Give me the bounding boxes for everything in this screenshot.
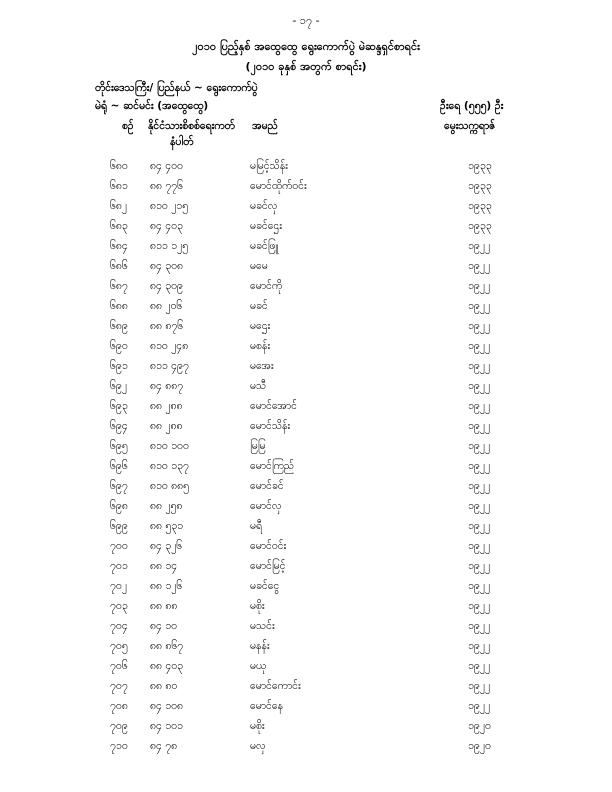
- row-name: မဌေး: [250, 320, 271, 332]
- row-id-number: ၈၁၁ ၄၉၇: [150, 360, 189, 372]
- row-id-number: ၈၄ ၄၀၃: [150, 220, 183, 232]
- row-name: မအေး: [250, 360, 274, 372]
- row-birth-year: ၁၉၂၂: [468, 580, 491, 592]
- row-number: ၇၀၄: [110, 620, 128, 632]
- row-birth-year: ၁၉၂၂: [468, 280, 491, 292]
- row-id-number: ၈၈ ၂၀၆: [150, 300, 183, 312]
- row-name: မောင်ထိုက်ဝင်း: [250, 180, 307, 192]
- row-number: ၆၉၆: [110, 460, 128, 472]
- table-row: [0, 320, 612, 340]
- row-name: မစန်း: [250, 340, 271, 352]
- row-birth-year: ၁၉၂၂: [468, 480, 491, 492]
- row-name: မောင်အောင်: [250, 400, 297, 412]
- table-row: [0, 340, 612, 360]
- table-row: [0, 300, 612, 320]
- row-birth-year: ၁၉၂၀: [468, 740, 491, 752]
- row-name: မစိုး: [250, 720, 265, 732]
- row-id-number: ၈၈ ၄၀၃: [150, 660, 184, 672]
- row-birth-year: ၁၉၂၂: [468, 600, 491, 612]
- row-id-number: ၈၄ ၃၂၆: [150, 540, 183, 552]
- row-id-number: ၈၈ ၅၃၁: [150, 520, 184, 532]
- row-number: ၇၁၀: [110, 740, 128, 752]
- row-number: ၆၉၅: [110, 440, 128, 452]
- row-id-number: ၈၄ ၈၈၇: [150, 380, 184, 392]
- row-number: ၆၉၀: [110, 340, 128, 352]
- row-number: ၇၀၅: [110, 640, 128, 652]
- row-birth-year: ၁၉၂၂: [468, 440, 491, 452]
- row-name: မမေ: [250, 260, 268, 272]
- table-row: [0, 360, 612, 380]
- row-name: မလှ: [250, 740, 266, 752]
- row-id-number: ၈၁၀ ၈၈၅: [150, 480, 190, 492]
- row-name: မောင်နေ: [250, 700, 283, 712]
- row-birth-year: ၁၉၂၂: [468, 420, 491, 432]
- table-row: [0, 440, 612, 460]
- table-row: [0, 700, 612, 720]
- row-number: ၆၈၂: [110, 200, 128, 212]
- row-name: မြမြ: [250, 440, 266, 452]
- column-header-name: အမည်: [252, 120, 278, 132]
- row-number: ၆၈၉: [110, 320, 128, 332]
- row-birth-year: ၁၉၂၂: [468, 560, 491, 572]
- table-row: [0, 680, 612, 700]
- row-name: မခင်ငွေ: [250, 580, 280, 592]
- row-number: ၇၀၉: [110, 720, 128, 732]
- table-row: [0, 260, 612, 280]
- row-birth-year: ၁၉၂၂: [468, 240, 491, 252]
- row-birth-year: ၁၉၂၂: [468, 620, 491, 632]
- row-id-number: ၈၈ ၇၇၆: [150, 180, 184, 192]
- row-birth-year: ၁၉၂၂: [468, 520, 491, 532]
- document-title: ၂၀၁၀ ပြည့်နှစ် အထွေထွေ ရွေးကောက်ပွဲ မဲဆန္ဒရှင်စာရင်း: [192, 40, 420, 53]
- row-birth-year: ၁၉၂၂: [468, 300, 491, 312]
- row-id-number: ၈၈ ၂၈၈: [150, 420, 183, 432]
- row-name: မမြင့်သိန်း: [250, 160, 288, 172]
- table-row: [0, 580, 612, 600]
- row-number: ၇၀၆: [110, 660, 128, 672]
- table-row: [0, 480, 612, 500]
- region-line: တိုင်းဒေသကြီး/ ပြည်နယ် ~ ရွေးကောက်ပွဲ: [95, 82, 258, 94]
- row-name: မောင်မြင့်: [250, 560, 286, 572]
- row-birth-year: ၁၉၂၂: [468, 460, 491, 472]
- row-name: မခင်လှ: [250, 200, 278, 212]
- page-number: - ၁၇ -: [292, 14, 320, 27]
- row-birth-year: ၁၉၂၀: [468, 720, 491, 732]
- row-id-number: ၈၈ ၈၆၇: [150, 640, 184, 652]
- row-name: မခင်ဌေး: [250, 220, 282, 232]
- row-number: ၇၀၁: [110, 560, 128, 572]
- row-number: ၆၉၂: [110, 380, 127, 392]
- row-name: မခင်ဖြူ: [250, 240, 279, 252]
- row-id-number: ၈၈ ၈၇၆: [150, 320, 184, 332]
- row-birth-year: ၁၉၂၂: [468, 680, 491, 692]
- row-id-number: ၈၁၀ ၁၀၀: [150, 440, 189, 452]
- row-id-number: ၈၄ ၄၀၀: [150, 160, 183, 172]
- row-number: ၆၉၈: [110, 500, 128, 512]
- row-id-number: ၈၁၀ ၁၃၇: [150, 460, 189, 472]
- row-birth-year: ၁၉၃၃: [468, 220, 492, 232]
- table-row: [0, 240, 612, 260]
- table-row: [0, 740, 612, 760]
- table-row: [0, 380, 612, 400]
- row-birth-year: ၁၉၃၃: [468, 200, 492, 212]
- row-birth-year: ၁၉၂၂: [468, 660, 491, 672]
- table-row: [0, 640, 612, 660]
- row-birth-year: ၁၉၂၂: [468, 320, 491, 332]
- row-number: ၆၈၈: [110, 300, 128, 312]
- row-number: ၆၈၁: [110, 180, 128, 192]
- row-birth-year: ၁၉၂၂: [468, 640, 491, 652]
- row-birth-year: ၁၉၂၂: [468, 500, 491, 512]
- row-number: ၆၉၃: [110, 400, 128, 412]
- table-row: [0, 280, 612, 300]
- row-number: ၇၀၀: [110, 540, 128, 552]
- row-birth-year: ၁၉၃၃: [468, 160, 492, 172]
- row-name: မောင်ကို: [250, 280, 283, 292]
- row-number: ၆၈၇: [110, 280, 128, 292]
- row-name: မောင်ကြည်: [250, 460, 295, 472]
- row-number: ၆၈၀: [110, 160, 128, 172]
- row-number: ၆၉၉: [110, 520, 128, 532]
- table-row: [0, 420, 612, 440]
- row-number: ၇၀၈: [110, 700, 128, 712]
- row-birth-year: ၁၉၃၃: [468, 180, 492, 192]
- row-name: မသင်း: [250, 620, 275, 632]
- row-id-number: ၈၁၁ ၁၂၅: [150, 240, 189, 252]
- table-row: [0, 400, 612, 420]
- column-header-id-sub: နံပါတ်: [170, 136, 194, 148]
- row-birth-year: ၁၉၂၂: [468, 340, 491, 352]
- row-id-number: ၈၄ ၃၀၈: [150, 260, 184, 272]
- table-row: [0, 500, 612, 520]
- row-number: ၇၀၃: [110, 600, 128, 612]
- table-row: [0, 720, 612, 740]
- row-number: ၆၉၇: [110, 480, 128, 492]
- table-row: [0, 200, 612, 220]
- row-birth-year: ၁၉၂၂: [468, 400, 491, 412]
- column-header-birth-year: မွေးသက္ကရာဇ်: [444, 120, 496, 132]
- table-row: [0, 160, 612, 180]
- row-number: ၆၉၄: [110, 420, 128, 432]
- row-id-number: ၈၈ ၂၅၈: [150, 500, 183, 512]
- row-id-number: ၈၈ ၁၄: [150, 560, 178, 572]
- row-number: ၆၈၆: [110, 260, 128, 272]
- row-birth-year: ၁၉၂၂: [468, 540, 491, 552]
- row-id-number: ၈၁၀ ၂၄၈: [150, 340, 189, 352]
- table-row: [0, 460, 612, 480]
- row-name: မသီ: [250, 380, 267, 392]
- row-name: မောင်လှ: [250, 500, 282, 512]
- row-name: မယု: [250, 660, 267, 672]
- table-row: [0, 540, 612, 560]
- row-id-number: ၈၈ ၈၀: [150, 680, 178, 692]
- row-number: ၇၀၂: [110, 580, 127, 592]
- voter-total: ဦးရေ (၅၅၅) ဦး: [440, 100, 504, 112]
- row-name: မနန်း: [250, 640, 270, 652]
- row-number: ၆၈၄: [110, 240, 128, 252]
- row-id-number: ၈၄ ၁၀၁: [150, 720, 183, 732]
- table-row: [0, 520, 612, 540]
- row-birth-year: ၁၉၂၂: [468, 360, 491, 372]
- column-header-number: စဉ်: [122, 120, 134, 132]
- polling-station-line: မဲရုံ ~ ဆင်မင်း (အထွေထွေ): [95, 100, 209, 112]
- document-subtitle: (၂၀၁၀ ခုနှစ် အတွက် စာရင်း): [245, 60, 367, 73]
- table-row: [0, 660, 612, 680]
- row-name: မစိုး: [250, 600, 265, 612]
- row-name: မခင်: [250, 300, 268, 312]
- table-row: [0, 620, 612, 640]
- row-number: ၆၈၃: [110, 220, 128, 232]
- table-row: [0, 180, 612, 200]
- voter-list: [0, 160, 612, 760]
- row-id-number: ၈၄ ၇၈: [150, 740, 178, 752]
- table-row: [0, 220, 612, 240]
- row-name: မရီ: [250, 520, 263, 532]
- table-row: [0, 560, 612, 580]
- table-row: [0, 600, 612, 620]
- row-birth-year: ၁၉၂၂: [468, 260, 491, 272]
- row-number: ၆၉၁: [110, 360, 128, 372]
- row-id-number: ၈၁၀ ၂၁၅: [150, 200, 189, 212]
- row-name: မောင်သိန်း: [250, 420, 291, 432]
- row-name: မောင်ကောင်း: [250, 680, 301, 692]
- row-birth-year: ၁၉၂၂: [468, 700, 491, 712]
- row-id-number: ၈၄ ၁၀၈: [150, 700, 184, 712]
- row-name: မောင်ခင်: [250, 480, 284, 492]
- row-birth-year: ၁၉၂၂: [468, 380, 491, 392]
- row-id-number: ၈၄ ၃၀၉: [150, 280, 183, 292]
- row-id-number: ၈၈ ၁၂၆: [150, 580, 183, 592]
- row-name: မောင်ဝင်း: [250, 540, 287, 552]
- row-id-number: ၈၈ ၈၈: [150, 600, 178, 612]
- row-id-number: ၈၈ ၂၈၈: [150, 400, 183, 412]
- row-number: ၇၀၇: [110, 680, 128, 692]
- column-header-id: နိုင်ငံသားစိစစ်ရေးကတ်: [148, 120, 235, 132]
- row-id-number: ၈၄ ၁၀: [150, 620, 178, 632]
